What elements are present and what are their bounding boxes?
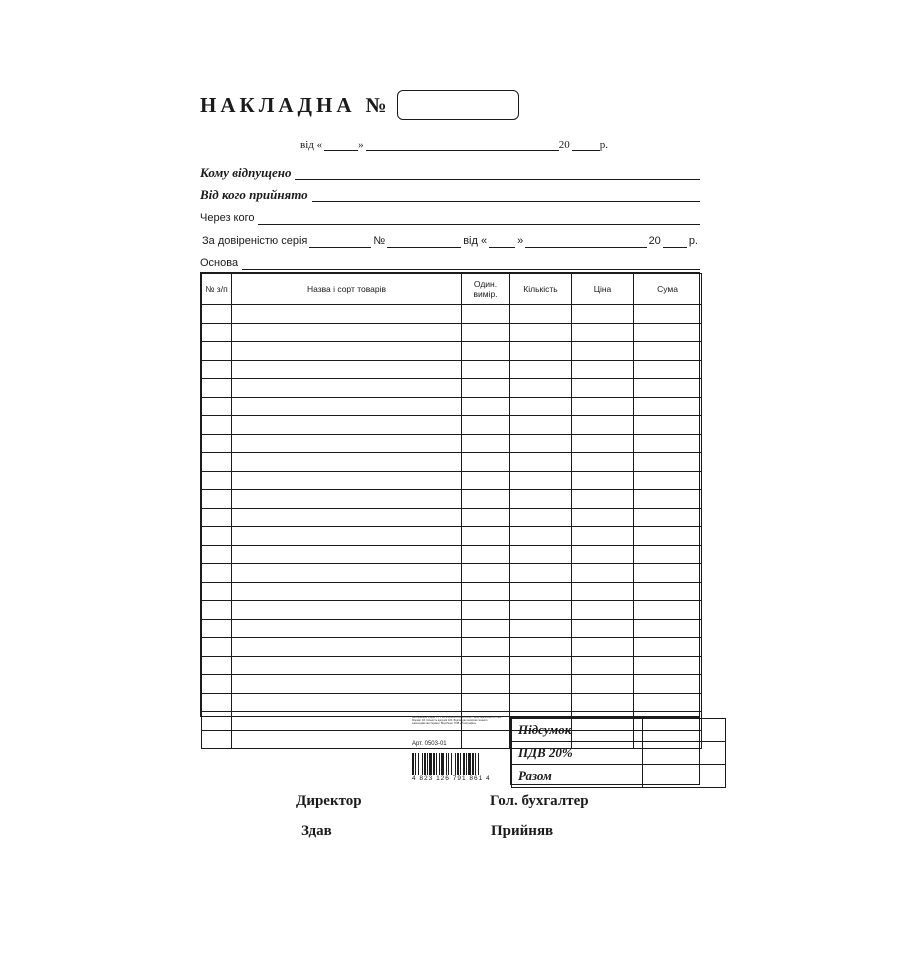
- cell-index[interactable]: [202, 601, 232, 620]
- cell-unit[interactable]: [462, 619, 510, 638]
- cell-price[interactable]: [572, 527, 634, 546]
- cell-sum[interactable]: [634, 601, 702, 620]
- cell-sum[interactable]: [634, 508, 702, 527]
- cell-unit[interactable]: [462, 434, 510, 453]
- items-table: [200, 272, 700, 717]
- cell-index[interactable]: [202, 508, 232, 527]
- cell-unit[interactable]: [462, 527, 510, 546]
- cell-sum[interactable]: [634, 453, 702, 472]
- totals-value-subtotal[interactable]: [643, 719, 726, 742]
- cell-unit[interactable]: [462, 638, 510, 657]
- cell-name[interactable]: [232, 453, 462, 472]
- column-header-name: Назва і сорт товарів: [232, 274, 462, 305]
- cell-price[interactable]: [572, 379, 634, 398]
- cell-quantity[interactable]: [510, 490, 572, 509]
- date-month-input[interactable]: [366, 137, 559, 151]
- cell-name[interactable]: [232, 619, 462, 638]
- cell-price[interactable]: [572, 619, 634, 638]
- cell-name[interactable]: [232, 342, 462, 361]
- field-recipient-label: Кому відпущено: [200, 165, 292, 180]
- cell-sum[interactable]: [634, 416, 702, 435]
- cell-quantity[interactable]: [510, 471, 572, 490]
- date-day-input[interactable]: [324, 137, 358, 151]
- totals-table: [510, 717, 700, 785]
- cell-index[interactable]: [202, 656, 232, 675]
- date-year-input[interactable]: [572, 137, 600, 151]
- cell-name[interactable]: [232, 693, 462, 712]
- barcode-number: 4 823 126 791 861 4: [412, 775, 491, 782]
- cell-index[interactable]: [202, 730, 232, 749]
- cell-index[interactable]: [202, 527, 232, 546]
- cell-quantity[interactable]: [510, 601, 572, 620]
- cell-quantity[interactable]: [510, 508, 572, 527]
- cell-quantity[interactable]: [510, 619, 572, 638]
- totals-row-subtotal: [512, 719, 726, 742]
- cell-sum[interactable]: [634, 434, 702, 453]
- cell-sum[interactable]: [634, 545, 702, 564]
- table-row: [202, 675, 702, 694]
- date-suffix-label: р.: [599, 139, 608, 151]
- date-prefix-label: від «: [300, 139, 323, 151]
- cell-name[interactable]: [232, 416, 462, 435]
- cell-name[interactable]: [232, 564, 462, 583]
- cell-name[interactable]: [232, 490, 462, 509]
- table-row: [202, 379, 702, 398]
- cell-price[interactable]: [572, 601, 634, 620]
- fineprint-text: Виготовлено згідно ТУ У 22.2-12345678-001:2010. Папір офсетний 60 г/м2. Формат А5. Кількість аркушів 100. Відповідає вимогам чинного законодавства України. Виробник: ТОВ «Поліграфія».: [412, 716, 502, 726]
- cell-quantity[interactable]: [510, 342, 572, 361]
- field-basis-label: Основа: [200, 257, 239, 269]
- table-row: [202, 693, 702, 712]
- field-via-input[interactable]: [258, 210, 700, 225]
- cell-quantity[interactable]: [510, 416, 572, 435]
- column-header-sum: Сума: [634, 274, 702, 305]
- cell-price[interactable]: [572, 360, 634, 379]
- table-row: [202, 638, 702, 657]
- table-header-row: [202, 274, 702, 305]
- table-row: [202, 416, 702, 435]
- cell-index[interactable]: [202, 360, 232, 379]
- table-row: [202, 582, 702, 601]
- totals-row-vat: [512, 742, 726, 765]
- cell-sum[interactable]: [634, 619, 702, 638]
- cell-sum[interactable]: [634, 564, 702, 583]
- table-row: [202, 619, 702, 638]
- cell-name[interactable]: [232, 434, 462, 453]
- cell-unit[interactable]: [462, 675, 510, 694]
- authorization-label: За довіреністю серія: [202, 235, 308, 247]
- table-row: [202, 323, 702, 342]
- cell-name[interactable]: [232, 601, 462, 620]
- authorization-number-input[interactable]: [387, 234, 461, 248]
- barcode-icon: [412, 749, 500, 775]
- cell-price[interactable]: [572, 342, 634, 361]
- cell-name[interactable]: [232, 397, 462, 416]
- cell-quantity[interactable]: [510, 564, 572, 583]
- authorization-number-symbol: №: [373, 235, 386, 247]
- cell-index[interactable]: [202, 453, 232, 472]
- cell-name[interactable]: [232, 656, 462, 675]
- column-header-price: Ціна: [572, 274, 634, 305]
- cell-price[interactable]: [572, 508, 634, 527]
- totals-row-total: [512, 765, 726, 788]
- cell-name[interactable]: [232, 582, 462, 601]
- cell-unit[interactable]: [462, 453, 510, 472]
- cell-index[interactable]: [202, 490, 232, 509]
- table-row: [202, 656, 702, 675]
- authorization-month-input[interactable]: [525, 234, 646, 248]
- cell-price[interactable]: [572, 545, 634, 564]
- cell-quantity[interactable]: [510, 305, 572, 324]
- cell-index[interactable]: [202, 564, 232, 583]
- field-via-label: Через кого: [200, 212, 255, 224]
- cell-quantity[interactable]: [510, 638, 572, 657]
- date-day-close-label: »: [358, 139, 364, 151]
- totals-value-total[interactable]: [643, 765, 726, 788]
- authorization-day-input[interactable]: [489, 234, 515, 248]
- form-title-row: [200, 88, 700, 122]
- document-date-line: [300, 133, 610, 151]
- field-sender-input[interactable]: [312, 187, 700, 202]
- cell-index[interactable]: [202, 434, 232, 453]
- authorization-series-input[interactable]: [309, 234, 371, 248]
- signature-label-received-by: Прийняв: [491, 823, 554, 839]
- cell-price[interactable]: [572, 656, 634, 675]
- cell-sum[interactable]: [634, 397, 702, 416]
- table-row: [202, 434, 702, 453]
- table-row: [202, 471, 702, 490]
- cell-name[interactable]: [232, 471, 462, 490]
- cell-unit[interactable]: [462, 545, 510, 564]
- cell-unit[interactable]: [462, 416, 510, 435]
- cell-price[interactable]: [572, 638, 634, 657]
- cell-quantity[interactable]: [510, 434, 572, 453]
- cell-price[interactable]: [572, 675, 634, 694]
- authorization-from-label: від «: [463, 235, 488, 247]
- cell-name[interactable]: [232, 360, 462, 379]
- cell-unit[interactable]: [462, 305, 510, 324]
- cell-index[interactable]: [202, 675, 232, 694]
- cell-unit[interactable]: [462, 360, 510, 379]
- document-number-input[interactable]: [397, 90, 519, 120]
- cell-unit[interactable]: [462, 693, 510, 712]
- cell-name[interactable]: [232, 638, 462, 657]
- signature-label-issued-by: Здав: [301, 823, 332, 839]
- cell-unit[interactable]: [462, 656, 510, 675]
- cell-index[interactable]: [202, 619, 232, 638]
- cell-sum[interactable]: [634, 379, 702, 398]
- signature-label-director: Директор: [296, 793, 362, 809]
- cell-unit[interactable]: [462, 490, 510, 509]
- cell-price[interactable]: [572, 453, 634, 472]
- cell-unit[interactable]: [462, 601, 510, 620]
- cell-unit[interactable]: [462, 342, 510, 361]
- authorization-year-input[interactable]: [663, 234, 687, 248]
- field-authorization: [200, 228, 700, 248]
- cell-index[interactable]: [202, 379, 232, 398]
- cell-unit[interactable]: [462, 508, 510, 527]
- cell-sum[interactable]: [634, 471, 702, 490]
- number-symbol: №: [365, 92, 387, 117]
- table-row: [202, 342, 702, 361]
- cell-unit[interactable]: [462, 397, 510, 416]
- totals-value-vat[interactable]: [643, 742, 726, 765]
- cell-quantity[interactable]: [510, 379, 572, 398]
- page-title: НАКЛАДНА: [200, 92, 356, 117]
- cell-unit[interactable]: [462, 379, 510, 398]
- authorization-day-close-label: »: [517, 235, 524, 247]
- table-row: [202, 527, 702, 546]
- column-header-quantity: Кількість: [510, 274, 572, 305]
- table-row: [202, 397, 702, 416]
- cell-quantity[interactable]: [510, 397, 572, 416]
- table-row: [202, 490, 702, 509]
- table-row: [202, 360, 702, 379]
- cell-sum[interactable]: [634, 323, 702, 342]
- totals-label-total: Разом: [512, 765, 643, 788]
- cell-unit[interactable]: [462, 323, 510, 342]
- field-sender-label: Від кого прийнято: [200, 187, 308, 202]
- cell-name[interactable]: [232, 545, 462, 564]
- cell-index[interactable]: [202, 638, 232, 657]
- cell-name[interactable]: [232, 323, 462, 342]
- cell-sum[interactable]: [634, 490, 702, 509]
- cell-index[interactable]: [202, 305, 232, 324]
- signature-label-accountant: Гол. бухгалтер: [490, 793, 589, 809]
- cell-sum[interactable]: [634, 342, 702, 361]
- cell-quantity[interactable]: [510, 323, 572, 342]
- table-row: [202, 453, 702, 472]
- field-recipient: [200, 160, 700, 180]
- cell-sum[interactable]: [634, 527, 702, 546]
- cell-quantity[interactable]: [510, 453, 572, 472]
- cell-unit[interactable]: [462, 564, 510, 583]
- cell-quantity[interactable]: [510, 656, 572, 675]
- cell-price[interactable]: [572, 582, 634, 601]
- cell-index[interactable]: [202, 712, 232, 731]
- column-header-unit: Один. вимір.: [462, 274, 510, 305]
- cell-index[interactable]: [202, 545, 232, 564]
- cell-price[interactable]: [572, 434, 634, 453]
- cell-sum[interactable]: [634, 675, 702, 694]
- cell-sum[interactable]: [634, 656, 702, 675]
- cell-sum[interactable]: [634, 582, 702, 601]
- cell-unit[interactable]: [462, 582, 510, 601]
- cell-index[interactable]: [202, 323, 232, 342]
- cell-price[interactable]: [572, 490, 634, 509]
- field-recipient-input[interactable]: [295, 165, 700, 180]
- cell-price[interactable]: [572, 323, 634, 342]
- field-basis: [200, 250, 700, 270]
- field-sender: [200, 182, 700, 202]
- article-number: Арт. 0503-01: [412, 741, 447, 747]
- print-info-block: [412, 716, 504, 784]
- totals-label-subtotal: Підсумок: [512, 719, 643, 742]
- table-row: [202, 305, 702, 324]
- table-row: [202, 601, 702, 620]
- authorization-suffix-label: р.: [688, 235, 698, 247]
- cell-sum[interactable]: [634, 305, 702, 324]
- field-basis-input[interactable]: [242, 255, 700, 270]
- cell-name[interactable]: [232, 675, 462, 694]
- cell-name[interactable]: [232, 508, 462, 527]
- table-row: [202, 564, 702, 583]
- cell-quantity[interactable]: [510, 545, 572, 564]
- cell-name[interactable]: [232, 527, 462, 546]
- totals-label-vat: ПДВ 20%: [512, 742, 643, 765]
- column-header-index: № з/п: [202, 274, 232, 305]
- cell-price[interactable]: [572, 397, 634, 416]
- authorization-year-prefix-label: 20: [648, 235, 661, 247]
- cell-quantity[interactable]: [510, 582, 572, 601]
- cell-index[interactable]: [202, 416, 232, 435]
- date-year-prefix-label: 20: [558, 139, 570, 151]
- cell-sum[interactable]: [634, 693, 702, 712]
- cell-index[interactable]: [202, 693, 232, 712]
- cell-unit[interactable]: [462, 471, 510, 490]
- cell-price[interactable]: [572, 471, 634, 490]
- cell-quantity[interactable]: [510, 693, 572, 712]
- cell-price[interactable]: [572, 305, 634, 324]
- cell-index[interactable]: [202, 582, 232, 601]
- cell-price[interactable]: [572, 693, 634, 712]
- field-via: [200, 205, 700, 225]
- table-row: [202, 508, 702, 527]
- cell-name[interactable]: [232, 379, 462, 398]
- cell-quantity[interactable]: [510, 675, 572, 694]
- cell-sum[interactable]: [634, 638, 702, 657]
- cell-quantity[interactable]: [510, 360, 572, 379]
- cell-price[interactable]: [572, 416, 634, 435]
- table-row: [202, 545, 702, 564]
- cell-index[interactable]: [202, 342, 232, 361]
- cell-sum[interactable]: [634, 360, 702, 379]
- cell-index[interactable]: [202, 397, 232, 416]
- cell-name[interactable]: [232, 305, 462, 324]
- cell-price[interactable]: [572, 564, 634, 583]
- cell-quantity[interactable]: [510, 527, 572, 546]
- cell-index[interactable]: [202, 471, 232, 490]
